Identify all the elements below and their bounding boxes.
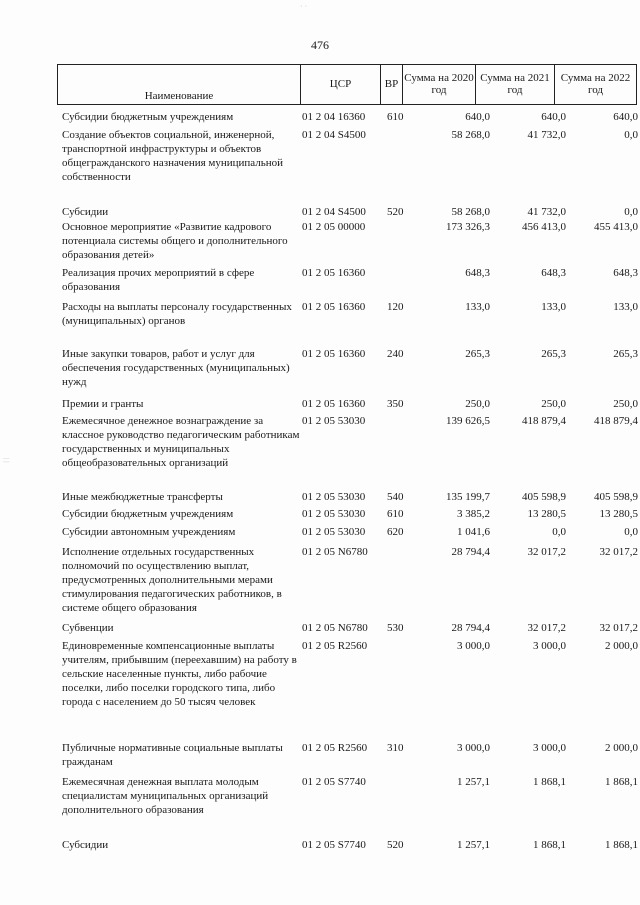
- row-y2020: 173 326,3: [446, 221, 490, 233]
- row-csr: 01 2 04 S4500: [302, 206, 366, 218]
- table-header: [57, 64, 637, 104]
- row-name: Основное мероприятие «Развитие кадрового потенциала системы общего и дополнительного образования детей»: [62, 221, 288, 261]
- row-y2021: 648,3: [541, 267, 566, 279]
- row-csr: 01 2 05 N6780: [302, 546, 368, 558]
- row-y2022: 32 017,2: [599, 622, 638, 634]
- row-y2022: 455 413,0: [594, 221, 638, 233]
- row-name: Иные межбюджетные трансферты: [62, 491, 223, 503]
- row-vr: 520: [387, 839, 404, 851]
- row-y2021: 32 017,2: [527, 546, 566, 558]
- row-y2022: 0,0: [624, 206, 638, 218]
- row-y2021: 405 598,9: [522, 491, 566, 503]
- row-csr: 01 2 05 53030: [302, 508, 366, 520]
- row-y2020: 265,3: [465, 348, 490, 360]
- row-y2022: 265,3: [613, 348, 638, 360]
- row-y2020: 1 041,6: [457, 526, 490, 538]
- row-y2021: 3 000,0: [533, 640, 566, 652]
- header-vr: ВР: [384, 78, 399, 90]
- row-y2020: 640,0: [465, 111, 490, 123]
- row-y2022: 2 000,0: [605, 640, 638, 652]
- row-y2020: 28 794,4: [451, 546, 490, 558]
- row-vr: 610: [387, 508, 404, 520]
- row-y2020: 3 385,2: [457, 508, 490, 520]
- header-y2020: Сумма на 2020 год: [404, 72, 474, 96]
- row-name: Расходы на выплаты персоналу государственных (муниципальных) органов: [62, 301, 292, 327]
- row-y2020: 28 794,4: [451, 622, 490, 634]
- row-csr: 01 2 05 S7740: [302, 839, 366, 851]
- row-y2020: 135 199,7: [446, 491, 490, 503]
- row-name: Субсидии: [62, 206, 109, 218]
- row-y2020: 139 626,5: [446, 415, 490, 427]
- row-name: Единовременные компенсационные выплаты учителям, прибывшим (переехавшим) на работу в сельские населенные пункты, либо рабочие поселки, либо поселки городского типа, либо города с населением до 50 тысяч человек: [62, 640, 297, 708]
- row-vr: 120: [387, 301, 404, 313]
- row-name: Исполнение отдельных государственных полномочий по осуществлению выплат, предусмотренных дополнительными мерами стимулирования педагогических работников, в системе общего образования: [62, 546, 282, 614]
- row-name: Премии и гранты: [62, 398, 144, 410]
- row-y2021: 32 017,2: [527, 622, 566, 634]
- row-y2020: 58 268,0: [451, 206, 490, 218]
- row-csr: 01 2 05 16360: [302, 301, 366, 313]
- header-y2022: Сумма на 2022 год: [560, 72, 631, 96]
- page-number: 476: [311, 38, 329, 52]
- row-vr: 310: [387, 742, 404, 754]
- row-y2021: 3 000,0: [533, 742, 566, 754]
- row-csr: 01 2 05 53030: [302, 415, 366, 427]
- row-y2022: 418 879,4: [594, 415, 638, 427]
- row-vr: 240: [387, 348, 404, 360]
- row-vr: 620: [387, 526, 404, 538]
- row-name: Субвенции: [62, 622, 114, 634]
- row-csr: 01 2 04 16360: [302, 111, 366, 123]
- row-name: Субсидии бюджетным учреждениям: [62, 111, 234, 123]
- row-name: Реализация прочих мероприятий в сфере образования: [62, 267, 255, 293]
- row-y2021: 418 879,4: [522, 415, 566, 427]
- row-y2022: 13 280,5: [599, 508, 638, 520]
- row-name: Публичные нормативные социальные выплаты гражданам: [62, 742, 283, 768]
- row-vr: 540: [387, 491, 404, 503]
- row-y2021: 1 868,1: [533, 839, 566, 851]
- row-csr: 01 2 04 S4500: [302, 129, 366, 141]
- row-y2021: 41 732,0: [527, 206, 566, 218]
- row-y2021: 265,3: [541, 348, 566, 360]
- row-vr: 520: [387, 206, 404, 218]
- row-name: Субсидии бюджетным учреждениям: [62, 508, 234, 520]
- row-y2020: 1 257,1: [457, 776, 490, 788]
- row-y2020: 133,0: [465, 301, 490, 313]
- row-csr: 01 2 05 S7740: [302, 776, 366, 788]
- row-vr: 350: [387, 398, 404, 410]
- scan-artifact-side: | |: [2, 458, 10, 463]
- row-y2022: 250,0: [613, 398, 638, 410]
- row-y2022: 0,0: [624, 526, 638, 538]
- row-csr: 01 2 05 00000: [302, 221, 366, 233]
- header-y2021: Сумма на 2021 год: [480, 72, 550, 96]
- row-y2022: 1 868,1: [605, 776, 638, 788]
- row-y2021: 133,0: [541, 301, 566, 313]
- header-csr: ЦСР: [329, 78, 352, 90]
- row-y2022: 2 000,0: [605, 742, 638, 754]
- row-y2021: 41 732,0: [527, 129, 566, 141]
- row-csr: 01 2 05 16360: [302, 398, 366, 410]
- row-csr: 01 2 05 16360: [302, 267, 366, 279]
- row-y2020: 1 257,1: [457, 839, 490, 851]
- scan-artifact-top: · ·: [300, 2, 308, 11]
- row-y2022: 1 868,1: [605, 839, 638, 851]
- row-y2021: 250,0: [541, 398, 566, 410]
- row-y2021: 1 868,1: [533, 776, 566, 788]
- row-name: Субсидии автономным учреждениям: [62, 526, 236, 538]
- row-csr: 01 2 05 N6780: [302, 622, 368, 634]
- row-csr: 01 2 05 16360: [302, 348, 366, 360]
- row-name: Ежемесячная денежная выплата молодым специалистам муниципальных организаций дополнительного образования: [62, 776, 269, 816]
- row-y2020: 648,3: [465, 267, 490, 279]
- row-y2021: 13 280,5: [527, 508, 566, 520]
- row-y2022: 648,3: [613, 267, 638, 279]
- row-csr: 01 2 05 53030: [302, 491, 366, 503]
- row-y2022: 405 598,9: [594, 491, 638, 503]
- row-name: Субсидии: [62, 839, 109, 851]
- row-vr: 610: [387, 111, 404, 123]
- row-y2020: 3 000,0: [457, 640, 490, 652]
- row-y2022: 133,0: [613, 301, 638, 313]
- header-name: Наименование: [144, 90, 214, 102]
- row-y2020: 58 268,0: [451, 129, 490, 141]
- row-y2021: 0,0: [552, 526, 566, 538]
- row-y2022: 0,0: [624, 129, 638, 141]
- row-vr: 530: [387, 622, 404, 634]
- row-csr: 01 2 05 53030: [302, 526, 366, 538]
- row-y2022: 640,0: [613, 111, 638, 123]
- row-y2021: 640,0: [541, 111, 566, 123]
- row-csr: 01 2 05 R2560: [302, 640, 368, 652]
- row-y2022: 32 017,2: [599, 546, 638, 558]
- row-name: Создание объектов социальной, инженерной, транспортной инфраструктуры и объектов общегражданского назначения муниципальной собственности: [62, 129, 284, 183]
- row-y2021: 456 413,0: [522, 221, 566, 233]
- row-name: Иные закупки товаров, работ и услуг для обеспечения государственных (муниципальных) нужд: [62, 348, 290, 388]
- row-y2020: 250,0: [465, 398, 490, 410]
- row-name: Ежемесячное денежное вознаграждение за классное руководство педагогическим работникам государственных и муниципальных общеобразовательных организаций: [62, 415, 300, 469]
- row-csr: 01 2 05 R2560: [302, 742, 368, 754]
- row-y2020: 3 000,0: [457, 742, 490, 754]
